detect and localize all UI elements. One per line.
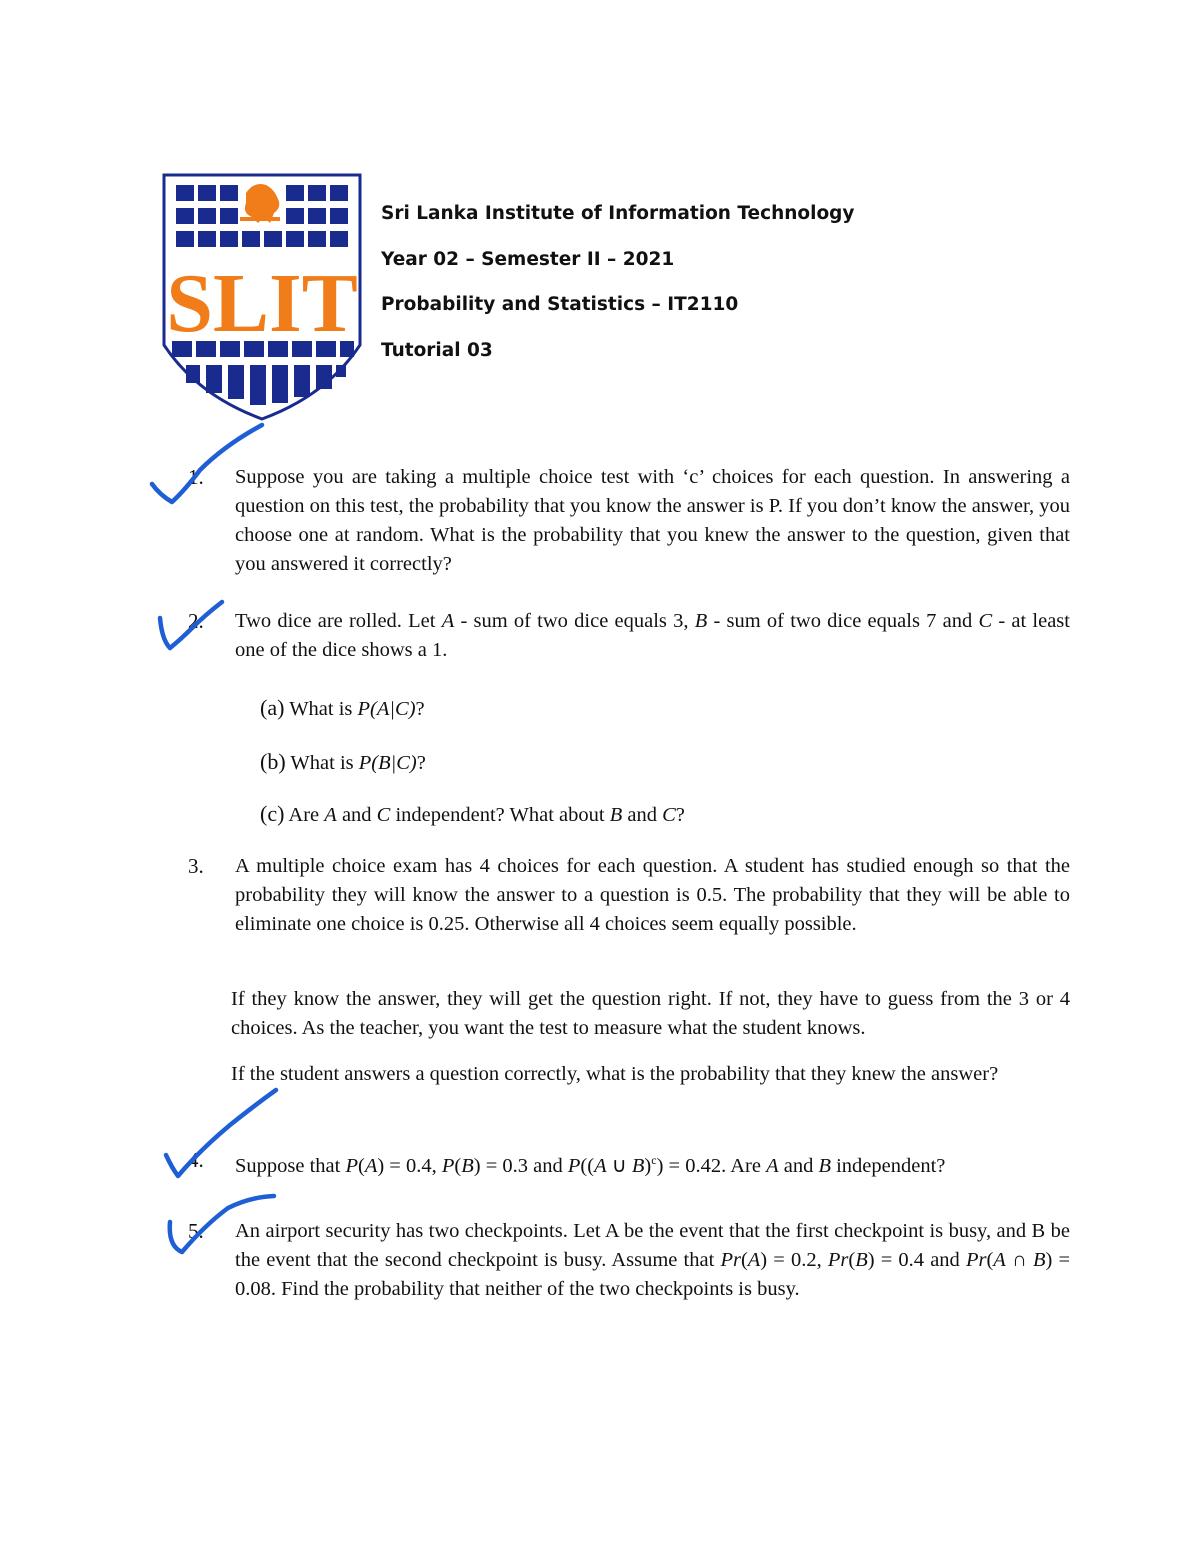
question-4-number: 4.: [188, 1148, 204, 1172]
question-5-number: 5.: [188, 1219, 204, 1243]
question-1-number: 1.: [188, 465, 204, 489]
logo-text: SLIT: [166, 257, 358, 350]
question-3-paragraph-3: If the student answers a question correctly, what is the probability that they knew the answer?: [231, 1063, 999, 1085]
question-4-text: Suppose that P(A) = 0.4, P(B) = 0.3 and P((A ∪ B)$^c$) = 0.42. Are A and B independent?: [235, 1153, 946, 1177]
module-name: Probability and Statistics – IT2110: [381, 294, 739, 315]
header: [381, 200, 854, 382]
question-5-text: An airport security has two checkpoints. Let A be the event that the first checkpoint is busy, and B be the event that the second checkpoint is busy. Assume that Pr(A) = 0.2, Pr(B) = 0.4 and Pr(A ∩ B) = 0.08. Find the probability that neither of the two checkpoints is busy.: [235, 1220, 1071, 1300]
tutorial-number: Tutorial 03: [381, 339, 493, 361]
question-2-text: Two dice are rolled. Let A - sum of two dice equals 3, B - sum of two dice equals 7 and C - at least one of the dice shows a 1.: [235, 610, 1070, 661]
question-3-paragraph-1: A multiple choice exam has 4 choices for each question. A student has studied enough so that the probability they will know the answer to a question is 0.5. The probability that they will be able to eliminate one choice is 0.25. Otherwise all 4 choices seem equally possible.: [235, 855, 1070, 935]
institute-name: Sri Lanka Institute of Information Technology: [381, 203, 855, 224]
question-1-text: Suppose you are taking a multiple choice test with ‘c’ choices for each question. In answering a question on this test, the probability that you know the answer is P. If you don’t know the answer, you choose one at random. What is the probability that you knew the answer to the question, given that you answered it correctly?: [235, 466, 1070, 575]
question-3-number: 3.: [188, 854, 204, 878]
slit-logo: [162, 173, 362, 421]
question-3-paragraph-2: If they know the answer, they will get the question right. If not, they have to guess from the 3 or 4 choices. As the teacher, you want the test to measure what the student knows.: [231, 988, 1070, 1039]
question-2b: (b) What is P(B|C)?: [260, 749, 426, 774]
question-2a: (a) What is P(A|C)?: [260, 695, 425, 720]
question-2-number: 2.: [188, 609, 204, 633]
question-2c: (c) Are A and C independent? What about B and C?: [260, 801, 685, 826]
year-semester: Year 02 – Semester II – 2021: [381, 248, 675, 270]
